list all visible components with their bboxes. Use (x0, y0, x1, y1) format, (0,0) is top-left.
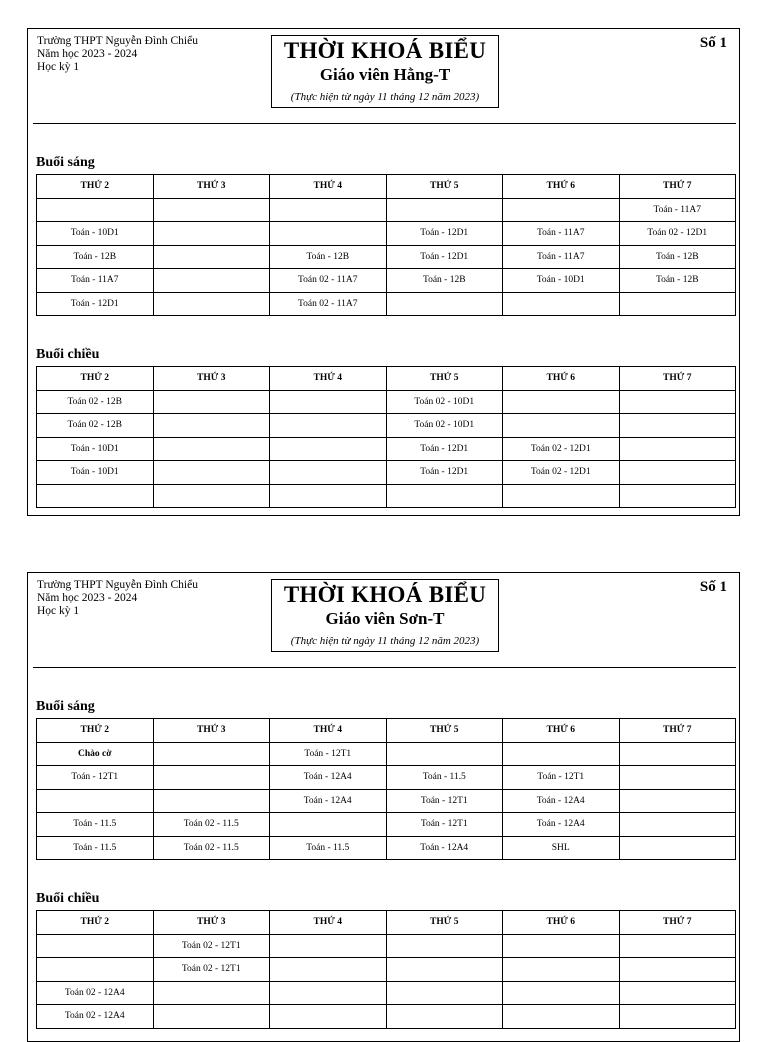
period-row (37, 414, 736, 438)
lesson-cell (153, 269, 270, 293)
lesson-cell (386, 934, 503, 958)
lesson-cell: Toán - 11.5 (386, 766, 503, 790)
lesson-cell (503, 484, 620, 508)
lesson-cell (270, 981, 387, 1005)
lesson-cell: Toán 02 - 12A4 (37, 981, 154, 1005)
school-year: Năm học 2023 - 2024 (37, 48, 138, 60)
page-title: THỜI KHOÁ BIỂU (283, 38, 487, 63)
period-row (37, 269, 736, 293)
lesson-cell (386, 198, 503, 222)
lesson-cell (153, 766, 270, 790)
lesson-cell: Toán - 12A4 (503, 813, 620, 837)
morning-table (36, 174, 736, 316)
lesson-cell (153, 461, 270, 485)
lesson-cell (270, 222, 387, 246)
period-row (37, 292, 736, 316)
morning-session-label: Buổi sáng (36, 155, 95, 170)
period-row (37, 836, 736, 860)
day-header: THỨ 6 (503, 719, 620, 743)
lesson-cell (270, 390, 387, 414)
lesson-cell (270, 198, 387, 222)
lesson-cell (386, 742, 503, 766)
lesson-cell (619, 414, 736, 438)
lesson-cell: Toán - 12T1 (386, 789, 503, 813)
period-row (37, 245, 736, 269)
day-header: THỨ 6 (503, 367, 620, 391)
period-row (37, 789, 736, 813)
day-header: THỨ 2 (37, 911, 154, 935)
lesson-cell: Toán 02 - 12D1 (503, 437, 620, 461)
lesson-cell (153, 742, 270, 766)
header-divider (33, 667, 736, 668)
afternoon-session-label: Buổi chiều (36, 347, 100, 362)
school-year: Năm học 2023 - 2024 (37, 592, 138, 604)
lesson-cell (503, 414, 620, 438)
school-info (37, 579, 198, 618)
lesson-cell (619, 461, 736, 485)
title-box (271, 579, 499, 652)
lesson-cell (619, 390, 736, 414)
lesson-cell: Toán - 12B (270, 245, 387, 269)
lesson-cell: Toán - 11.5 (37, 836, 154, 860)
day-header: THỨ 4 (270, 911, 387, 935)
period-row (37, 958, 736, 982)
period-row (37, 981, 736, 1005)
lesson-cell: Toán - 12B (619, 269, 736, 293)
lesson-cell (619, 981, 736, 1005)
lesson-cell (153, 245, 270, 269)
day-header-row (37, 367, 736, 391)
lesson-cell (503, 1005, 620, 1029)
day-header: THỨ 5 (386, 175, 503, 199)
lesson-cell: SHL (503, 836, 620, 860)
school-term: Học kỳ 1 (37, 61, 80, 73)
lesson-cell: Toán - 12D1 (37, 292, 154, 316)
lesson-cell: Toán - 12T1 (270, 742, 387, 766)
day-header: THỨ 3 (153, 719, 270, 743)
lesson-cell (153, 390, 270, 414)
lesson-cell: Toán - 12T1 (37, 766, 154, 790)
afternoon-table (36, 910, 736, 1029)
page-title: THỜI KHOÁ BIỂU (283, 582, 487, 607)
lesson-cell (619, 766, 736, 790)
afternoon-table (36, 366, 736, 508)
lesson-cell (153, 981, 270, 1005)
lesson-cell: Toán - 11.5 (37, 813, 154, 837)
lesson-cell: Toán - 11.5 (270, 836, 387, 860)
school-info (37, 35, 198, 74)
period-row (37, 390, 736, 414)
lesson-cell: Chào cờ (37, 742, 154, 766)
lesson-cell: Toán - 12T1 (503, 766, 620, 790)
lesson-cell (619, 484, 736, 508)
lesson-cell (386, 484, 503, 508)
day-header: THỨ 4 (270, 367, 387, 391)
lesson-cell (153, 437, 270, 461)
lesson-cell: Toán - 12A4 (386, 836, 503, 860)
lesson-cell: Toán 02 - 10D1 (386, 390, 503, 414)
day-header: THỨ 7 (619, 367, 736, 391)
day-header: THỨ 3 (153, 175, 270, 199)
lesson-cell (386, 1005, 503, 1029)
day-header: THỨ 6 (503, 175, 620, 199)
period-row (37, 766, 736, 790)
lesson-cell (37, 198, 154, 222)
sheet-header (28, 573, 739, 653)
effective-date: (Thực hiện từ ngày 11 tháng 12 năm 2023) (290, 635, 480, 647)
lesson-cell: Toán - 10D1 (37, 461, 154, 485)
lesson-cell: Toán - 12A4 (503, 789, 620, 813)
lesson-cell (503, 390, 620, 414)
period-row (37, 742, 736, 766)
morning-session-label: Buổi sáng (36, 699, 95, 714)
lesson-cell: Toán 02 - 12B (37, 414, 154, 438)
lesson-cell: Toán 02 - 12D1 (503, 461, 620, 485)
timetable-sheet-2 (27, 572, 740, 1042)
lesson-cell (503, 742, 620, 766)
lesson-cell: Toán 02 - 10D1 (386, 414, 503, 438)
lesson-cell (270, 813, 387, 837)
teacher-name: Giáo viên Sơn-T (325, 609, 445, 628)
lesson-cell (619, 836, 736, 860)
school-term: Học kỳ 1 (37, 605, 80, 617)
day-header-row (37, 911, 736, 935)
lesson-cell (503, 292, 620, 316)
lesson-cell (386, 981, 503, 1005)
lesson-cell (37, 789, 154, 813)
lesson-cell (37, 958, 154, 982)
period-row (37, 813, 736, 837)
period-row (37, 461, 736, 485)
lesson-cell: Toán 02 - 12T1 (153, 958, 270, 982)
lesson-cell: Toán - 11A7 (619, 198, 736, 222)
day-header: THỨ 7 (619, 719, 736, 743)
lesson-cell (619, 958, 736, 982)
period-row (37, 484, 736, 508)
lesson-cell (619, 789, 736, 813)
period-row (37, 437, 736, 461)
timetable-sheet-1 (27, 28, 740, 516)
day-header: THỨ 2 (37, 719, 154, 743)
lesson-cell (619, 813, 736, 837)
lesson-cell (153, 414, 270, 438)
lesson-cell (270, 484, 387, 508)
lesson-cell (386, 958, 503, 982)
lesson-cell: Toán - 12T1 (386, 813, 503, 837)
lesson-cell (619, 437, 736, 461)
lesson-cell (153, 484, 270, 508)
lesson-cell: Toán - 12B (619, 245, 736, 269)
period-row (37, 198, 736, 222)
lesson-cell: Toán 02 - 11A7 (270, 269, 387, 293)
day-header: THỨ 5 (386, 911, 503, 935)
lesson-cell (503, 958, 620, 982)
day-header: THỨ 5 (386, 367, 503, 391)
lesson-cell (153, 789, 270, 813)
day-header: THỨ 7 (619, 911, 736, 935)
lesson-cell: Toán - 12D1 (386, 222, 503, 246)
day-header: THỨ 3 (153, 367, 270, 391)
sheet-number: Số 1 (699, 35, 727, 51)
lesson-cell (619, 934, 736, 958)
title-box (271, 35, 499, 108)
lesson-cell (503, 934, 620, 958)
lesson-cell: Toán - 10D1 (37, 222, 154, 246)
day-header-row (37, 719, 736, 743)
lesson-cell (386, 292, 503, 316)
lesson-cell (153, 292, 270, 316)
day-header: THỨ 2 (37, 367, 154, 391)
day-header: THỨ 4 (270, 719, 387, 743)
lesson-cell: Toán - 12D1 (386, 437, 503, 461)
lesson-cell: Toán 02 - 12D1 (619, 222, 736, 246)
lesson-cell (270, 1005, 387, 1029)
lesson-cell (503, 981, 620, 1005)
teacher-name: Giáo viên Hằng-T (319, 65, 451, 84)
period-row (37, 1005, 736, 1029)
lesson-cell: Toán - 12A4 (270, 766, 387, 790)
period-row (37, 934, 736, 958)
day-header: THỨ 6 (503, 911, 620, 935)
afternoon-session-label: Buổi chiều (36, 891, 100, 906)
lesson-cell (270, 958, 387, 982)
lesson-cell (153, 1005, 270, 1029)
lesson-cell (619, 1005, 736, 1029)
lesson-cell (153, 222, 270, 246)
lesson-cell: Toán 02 - 11.5 (153, 836, 270, 860)
lesson-cell (503, 198, 620, 222)
effective-date: (Thực hiện từ ngày 11 tháng 12 năm 2023) (290, 91, 480, 103)
lesson-cell: Toán - 12A4 (270, 789, 387, 813)
lesson-cell: Toán - 12B (37, 245, 154, 269)
lesson-cell: Toán - 11A7 (503, 245, 620, 269)
day-header: THỨ 5 (386, 719, 503, 743)
lesson-cell (153, 198, 270, 222)
day-header: THỨ 3 (153, 911, 270, 935)
lesson-cell: Toán 02 - 12B (37, 390, 154, 414)
morning-table (36, 718, 736, 860)
day-header: THỨ 4 (270, 175, 387, 199)
lesson-cell: Toán - 11A7 (503, 222, 620, 246)
lesson-cell (270, 437, 387, 461)
sheet-number: Số 1 (699, 579, 727, 595)
header-divider (33, 123, 736, 124)
lesson-cell: Toán 02 - 12A4 (37, 1005, 154, 1029)
lesson-cell: Toán - 12B (386, 269, 503, 293)
lesson-cell (270, 934, 387, 958)
school-name: Trường THPT Nguyễn Đình Chiểu (37, 35, 198, 47)
lesson-cell: Toán - 10D1 (37, 437, 154, 461)
day-header-row (37, 175, 736, 199)
lesson-cell: Toán - 12D1 (386, 245, 503, 269)
lesson-cell (270, 461, 387, 485)
sheet-header (28, 29, 739, 109)
day-header: THỨ 7 (619, 175, 736, 199)
lesson-cell (270, 414, 387, 438)
lesson-cell: Toán - 10D1 (503, 269, 620, 293)
lesson-cell: Toán - 12D1 (386, 461, 503, 485)
period-row (37, 222, 736, 246)
lesson-cell: Toán 02 - 11A7 (270, 292, 387, 316)
school-name: Trường THPT Nguyễn Đình Chiểu (37, 579, 198, 591)
lesson-cell: Toán 02 - 12T1 (153, 934, 270, 958)
day-header: THỨ 2 (37, 175, 154, 199)
lesson-cell (619, 742, 736, 766)
lesson-cell (37, 934, 154, 958)
lesson-cell: Toán - 11A7 (37, 269, 154, 293)
lesson-cell: Toán 02 - 11.5 (153, 813, 270, 837)
lesson-cell (37, 484, 154, 508)
lesson-cell (619, 292, 736, 316)
